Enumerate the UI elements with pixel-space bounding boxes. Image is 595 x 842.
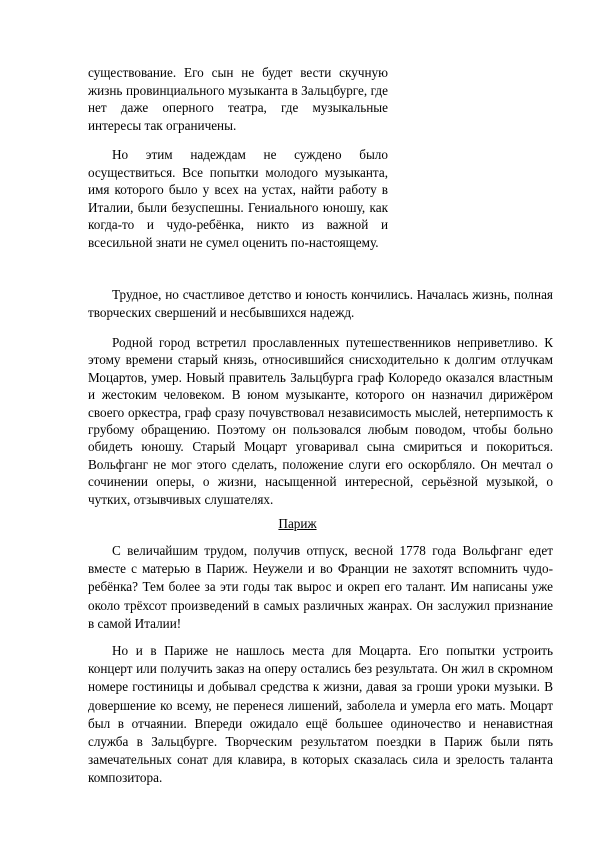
paragraph-colloredo: Родной город встретил прославленных путешественников неприветливо. К этому времени старый князь, относившийся снисходительно к долгим отлучкам Моцартов, умер. Новый правитель Зальцбурга граф Колоредо оказался властным и жестоким человеком. В юном музыканте, которого он назначил дирижёром своего оркестра, граф сразу почувствовал независимость мыслей, нетерпимость к грубому обращению. Поэтому он пользовался любым поводом, чтобы больно обидеть юношу. Старый Моцарт уговаривал сына смириться и покориться. Вольфганг не мог этого сделать, положение слуги его оскорбляло. Он мечтал о сочинении оперы, о жизни, насыщенной интересной, серьёзной музыкой, о чутких, отзывчивых слушателях. [88,335,553,507]
paragraph-salzburg-life: существование. Его сын не будет вести скучную жизнь провинциального музыканта в Зальцбурге, где нет даже оперного театра, где музыкальные интересы так ограничены. [88,65,388,133]
paragraph-childhood-ended: Трудное, но счастливое детство и юность кончились. Началась жизнь, полная творческих свершений и несбывшихся надежд. [88,287,553,320]
paragraph-italy-hopes: Но этим надеждам не суждено было осуществиться. Все попытки молодого музыканта, имя которого было у всех на устах, найти работу в Италии, были безуспешны. Гениального юношу, как когда-то и чудо-ребёнка, никто из важной и всесильной знати не сумел оценить по-настоящему. [88,147,388,250]
paragraph-trip-to-paris: С величайшим трудом, получив отпуск, весной 1778 года Вольфганг едет вместе с матерью в Париж. Неужели и во Франции не захотят вспомнить чудо-ребёнка? Тем более за эти годы так вырос и окреп его талант. Им написаны уже около трёхсот произведений в самых различных жанрах. Он заслужил признание в самой Италии! [88,543,553,631]
paragraph-paris-failure: Но и в Париже не нашлось места для Моцарта. Его попытки устроить концерт или получить заказ на оперу остались без результата. Он жил в скромном номере гостиницы и добывал средства к жизни, давая за гроши уроки музыки. В довершение ко всему, не перенеся лишений, заболела и умерла его мать. Моцарт был в отчаянии. Впереди ожидало ещё большее одиночество и ненавистная служба в Зальцбурге. Творческим результатом поездки в Париж были пять замечательных сонат для клавира, в которых сказалась сила и зрелость таланта композитора. [88,643,553,786]
section-heading-paris: Париж [278,516,317,531]
